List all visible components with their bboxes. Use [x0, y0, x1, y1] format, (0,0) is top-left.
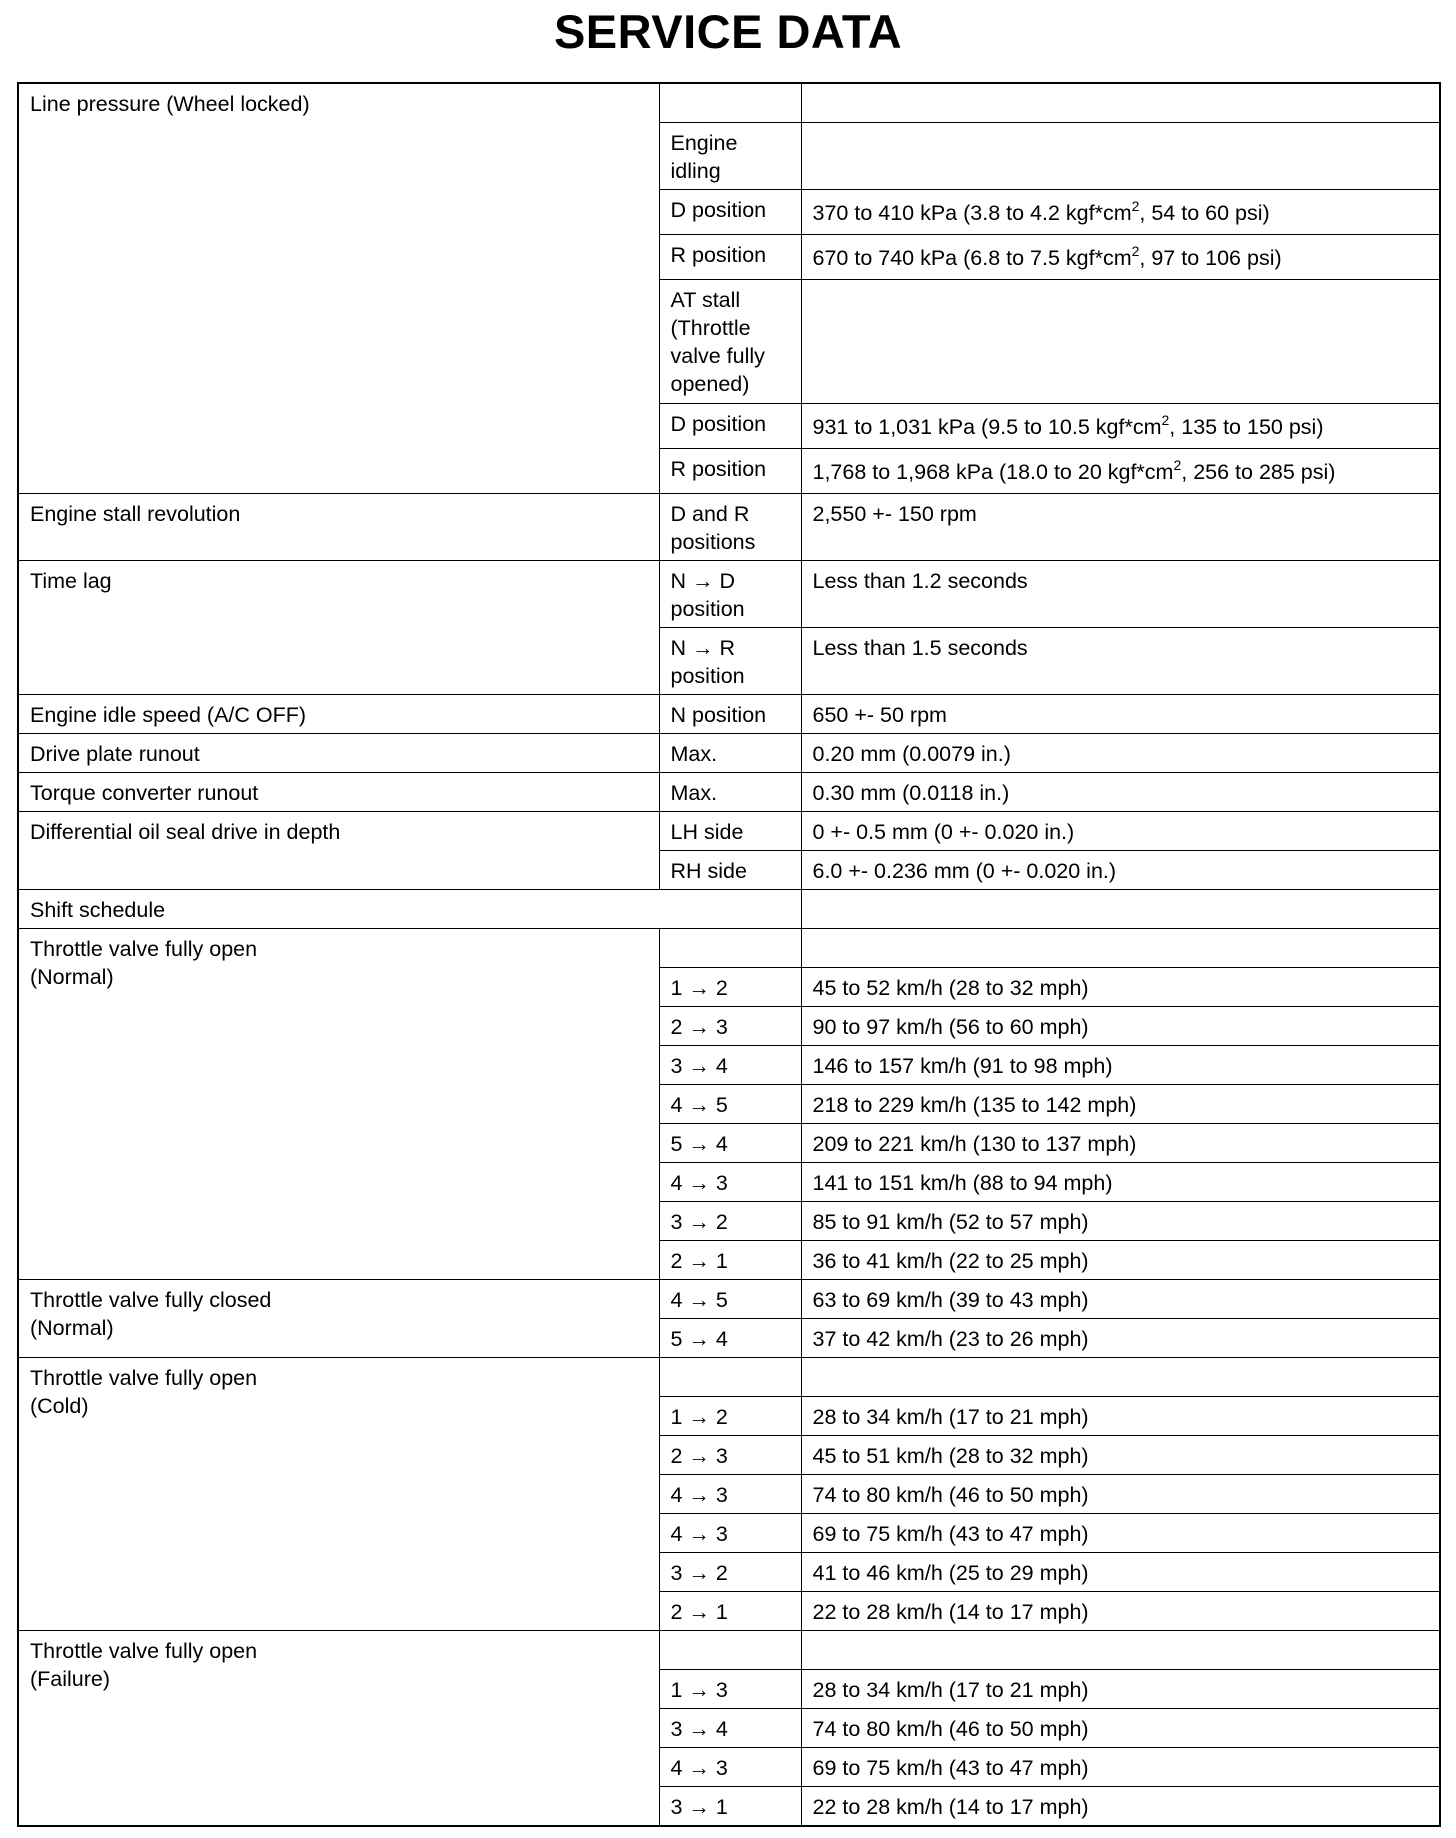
condition-cell: Max. — [659, 733, 801, 772]
condition-cell — [659, 83, 801, 122]
shift-condition: 3 → 1 — [659, 1786, 801, 1826]
shift-condition: 4 → 3 — [659, 1162, 801, 1201]
group-label: Throttle valve fully open (Normal) — [18, 928, 659, 1279]
condition-cell: Max. — [659, 772, 801, 811]
item-label: Engine idle speed (A/C OFF) — [18, 694, 659, 733]
value-cell — [801, 122, 1440, 189]
item-label: Drive plate runout — [18, 733, 659, 772]
condition-cell: D position — [659, 403, 801, 448]
value-cell: 0.20 mm (0.0079 in.) — [801, 733, 1440, 772]
shift-condition: 2 → 3 — [659, 1006, 801, 1045]
shift-condition: 2 → 3 — [659, 1435, 801, 1474]
table-row — [18, 811, 1440, 850]
table-row — [18, 1279, 1440, 1318]
table-row — [18, 83, 1440, 122]
shift-speed: 28 to 34 km/h (17 to 21 mph) — [801, 1396, 1440, 1435]
shift-condition: 4 → 5 — [659, 1279, 801, 1318]
table-row — [18, 560, 1440, 627]
section-label: Shift schedule — [18, 889, 801, 928]
shift-speed: 36 to 41 km/h (22 to 25 mph) — [801, 1240, 1440, 1279]
table-row — [18, 772, 1440, 811]
value-cell — [801, 1357, 1440, 1396]
value-cell: 6.0 +- 0.236 mm (0 +- 0.020 in.) — [801, 850, 1440, 889]
table-row — [18, 1357, 1440, 1396]
shift-speed: 146 to 157 km/h (91 to 98 mph) — [801, 1045, 1440, 1084]
item-label: Time lag — [18, 560, 659, 694]
shift-speed: 45 to 52 km/h (28 to 32 mph) — [801, 967, 1440, 1006]
shift-condition: 1 → 2 — [659, 967, 801, 1006]
table-row — [18, 733, 1440, 772]
condition-cell: Engine idling — [659, 122, 801, 189]
condition-cell: N → R position — [659, 627, 801, 694]
condition-cell: R position — [659, 448, 801, 493]
item-label: Differential oil seal drive in depth — [18, 811, 659, 889]
condition-cell — [659, 1357, 801, 1396]
group-label: Throttle valve fully open (Failure) — [18, 1630, 659, 1826]
value-cell — [801, 1630, 1440, 1669]
value-cell — [801, 279, 1440, 403]
group-label: Throttle valve fully open (Cold) — [18, 1357, 659, 1630]
value-cell — [801, 83, 1440, 122]
page-title: SERVICE DATA — [553, 5, 903, 58]
shift-speed: 22 to 28 km/h (14 to 17 mph) — [801, 1786, 1440, 1826]
value-cell: 0.30 mm (0.0118 in.) — [801, 772, 1440, 811]
shift-condition: 4 → 3 — [659, 1513, 801, 1552]
value-cell: 670 to 740 kPa (6.8 to 7.5 $kgf*cm^2$, 97 to 106 psi) — [801, 234, 1440, 279]
shift-condition: 3 → 4 — [659, 1045, 801, 1084]
condition-cell: N position — [659, 694, 801, 733]
table-row — [18, 694, 1440, 733]
shift-speed: 90 to 97 km/h (56 to 60 mph) — [801, 1006, 1440, 1045]
shift-speed: 69 to 75 km/h (43 to 47 mph) — [801, 1513, 1440, 1552]
condition-cell: R position — [659, 234, 801, 279]
condition-cell: D and R positions — [659, 493, 801, 560]
value-cell: 650 +- 50 rpm — [801, 694, 1440, 733]
item-label: Engine stall revolution — [18, 493, 659, 560]
value-cell: 370 to 410 kPa (3.8 to 4.2 $kgf*cm^2$, 54 to 60 psi) — [801, 189, 1440, 234]
shift-speed: 85 to 91 km/h (52 to 57 mph) — [801, 1201, 1440, 1240]
value-cell: 931 to 1,031 kPa (9.5 to 10.5 $kgf*cm^2$, 135 to 150 psi) — [801, 403, 1440, 448]
shift-condition: 3 → 2 — [659, 1201, 801, 1240]
shift-speed: 209 to 221 km/h (130 to 137 mph) — [801, 1123, 1440, 1162]
table-row — [18, 928, 1440, 967]
shift-condition: 4 → 3 — [659, 1747, 801, 1786]
value-cell: 0 +- 0.5 mm (0 +- 0.020 in.) — [801, 811, 1440, 850]
value-cell — [801, 889, 1440, 928]
value-cell — [801, 928, 1440, 967]
value-cell: Less than 1.5 seconds — [801, 627, 1440, 694]
shift-speed: 41 to 46 km/h (25 to 29 mph) — [801, 1552, 1440, 1591]
shift-speed: 74 to 80 km/h (46 to 50 mph) — [801, 1708, 1440, 1747]
table-row — [18, 889, 1440, 928]
condition-cell — [659, 928, 801, 967]
shift-speed: 63 to 69 km/h (39 to 43 mph) — [801, 1279, 1440, 1318]
condition-cell: AT stall (Throttle valve fully opened) — [659, 279, 801, 403]
shift-condition: 1 → 2 — [659, 1396, 801, 1435]
shift-speed: 37 to 42 km/h (23 to 26 mph) — [801, 1318, 1440, 1357]
shift-speed: 45 to 51 km/h (28 to 32 mph) — [801, 1435, 1440, 1474]
service-data-table — [17, 82, 1441, 1827]
shift-speed: 218 to 229 km/h (135 to 142 mph) — [801, 1084, 1440, 1123]
shift-condition: 5 → 4 — [659, 1123, 801, 1162]
shift-condition: 2 → 1 — [659, 1240, 801, 1279]
table-row — [18, 1630, 1440, 1669]
shift-condition: 3 → 2 — [659, 1552, 801, 1591]
condition-cell: D position — [659, 189, 801, 234]
group-label: Throttle valve fully closed (Normal) — [18, 1279, 659, 1357]
shift-speed: 74 to 80 km/h (46 to 50 mph) — [801, 1474, 1440, 1513]
item-label: Torque converter runout — [18, 772, 659, 811]
value-cell: 2,550 +- 150 rpm — [801, 493, 1440, 560]
shift-condition: 2 → 1 — [659, 1591, 801, 1630]
shift-condition: 3 → 4 — [659, 1708, 801, 1747]
table-row — [18, 493, 1440, 560]
value-cell: Less than 1.2 seconds — [801, 560, 1440, 627]
value-cell: 1,768 to 1,968 kPa (18.0 to 20 $kgf*cm^2$, 256 to 285 psi) — [801, 448, 1440, 493]
shift-condition: 1 → 3 — [659, 1669, 801, 1708]
shift-speed: 69 to 75 km/h (43 to 47 mph) — [801, 1747, 1440, 1786]
condition-cell: RH side — [659, 850, 801, 889]
shift-speed: 22 to 28 km/h (14 to 17 mph) — [801, 1591, 1440, 1630]
shift-speed: 28 to 34 km/h (17 to 21 mph) — [801, 1669, 1440, 1708]
shift-condition: 5 → 4 — [659, 1318, 801, 1357]
condition-cell: LH side — [659, 811, 801, 850]
item-label: Line pressure (Wheel locked) — [18, 83, 659, 493]
shift-condition: 4 → 3 — [659, 1474, 801, 1513]
condition-cell: N → D position — [659, 560, 801, 627]
condition-cell — [659, 1630, 801, 1669]
shift-condition: 4 → 5 — [659, 1084, 801, 1123]
shift-speed: 141 to 151 km/h (88 to 94 mph) — [801, 1162, 1440, 1201]
